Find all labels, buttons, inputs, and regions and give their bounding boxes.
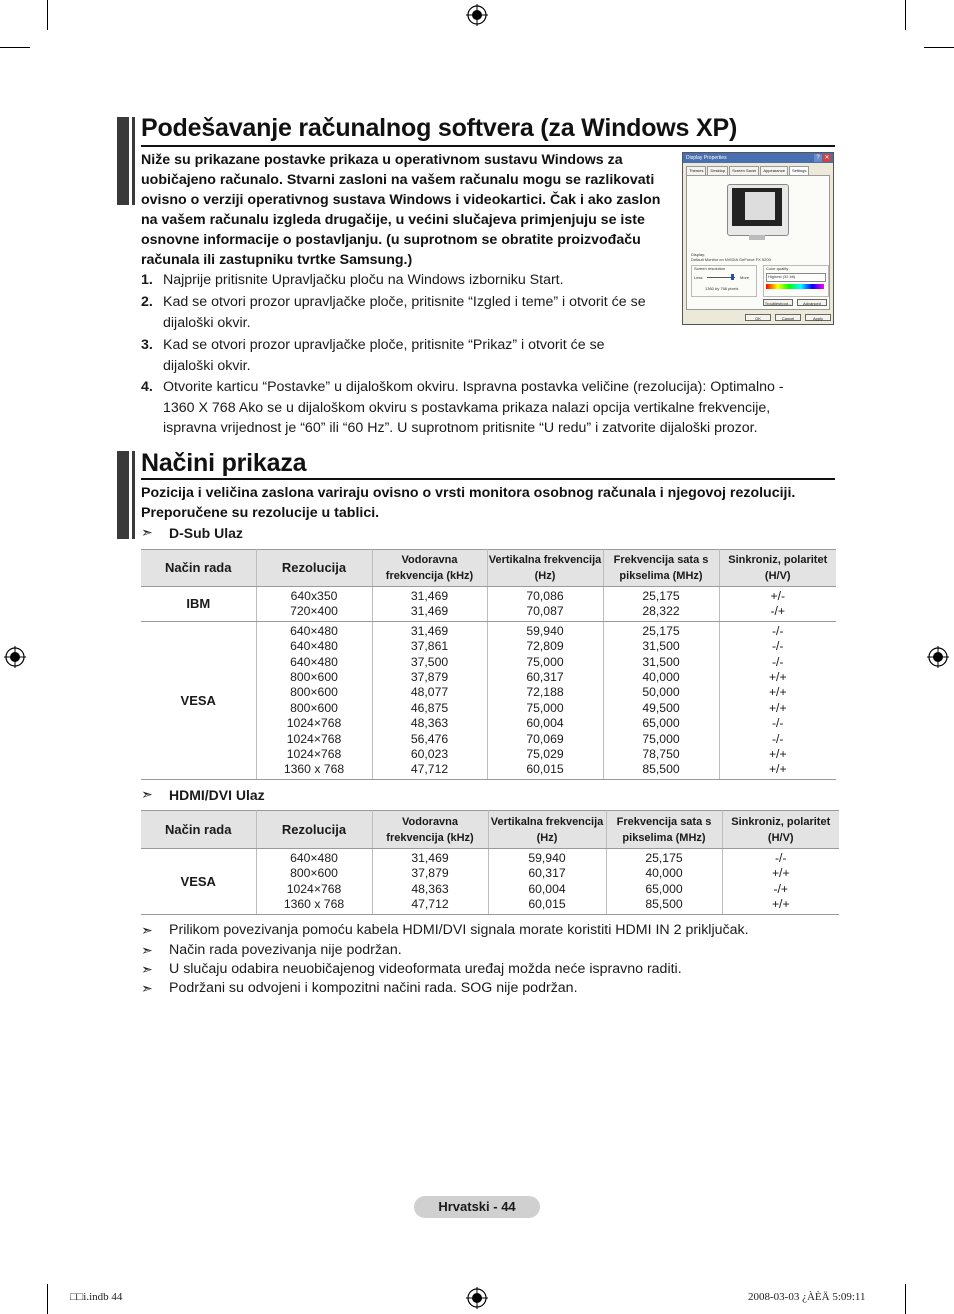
data-cell bbox=[487, 587, 603, 622]
cell-value: -/- bbox=[771, 716, 784, 731]
cell-value: 640×480 bbox=[290, 654, 338, 669]
step-text: Otvorite karticu “Postavke” u dijaloškom okviru. Ispravna postavka veličine (rezolucija): Optimalno - 1360 X 768 Ako se u dijaloškom okviru s postavkama prikaza nalazi opcija vertikalne frekvencije, ispravna vrijednost je “60” ili “60 Hz”. U suprotnom pritisnite “U redu” i zatvorite dijaloški prozor. bbox=[163, 379, 784, 436]
hdmi-table bbox=[141, 810, 839, 915]
cell-value: 65,000 bbox=[642, 716, 680, 731]
table-row bbox=[141, 849, 839, 915]
cell-value: -/- bbox=[771, 654, 784, 669]
cell-value: 640×480 bbox=[290, 851, 338, 865]
cell-value: 70,069 bbox=[526, 731, 564, 746]
column-header: Frekvencija sata s pikselima (MHz) bbox=[603, 550, 719, 587]
cell-value: 40,000 bbox=[645, 866, 683, 881]
cell-value: 59,940 bbox=[528, 851, 566, 865]
cell-value: -/- bbox=[771, 731, 784, 746]
crop-mark bbox=[924, 47, 954, 48]
step-item bbox=[141, 270, 671, 291]
registration-mark-icon bbox=[927, 646, 949, 668]
tab-settings: Settings bbox=[789, 166, 809, 176]
cell-value: 75,029 bbox=[526, 747, 564, 762]
step-item bbox=[141, 335, 671, 377]
monitor-stand bbox=[749, 235, 765, 240]
cell-value: 31,469 bbox=[410, 623, 449, 638]
arrow-icon: ➣ bbox=[141, 942, 153, 958]
cell-value: 75,000 bbox=[526, 700, 564, 715]
step-item bbox=[141, 377, 821, 439]
column-header: Rezolucija bbox=[256, 811, 372, 849]
data-cell bbox=[603, 621, 719, 779]
more-label: More bbox=[740, 275, 750, 280]
section-bar bbox=[117, 451, 129, 539]
cell-value: 1024×768 bbox=[286, 747, 342, 762]
registration-mark-icon bbox=[4, 646, 26, 668]
registration-mark-icon bbox=[466, 4, 488, 26]
registration-mark-icon bbox=[466, 1287, 488, 1309]
cell-value: 47,712 bbox=[411, 897, 449, 912]
cell-value: 40,000 bbox=[642, 670, 680, 685]
table-row bbox=[141, 621, 836, 779]
section-rule bbox=[141, 145, 835, 147]
cell-value: 47,712 bbox=[410, 762, 449, 777]
dialog-title: Display Properties bbox=[683, 153, 833, 163]
display-value: Default Monitor on NVIDIA GeForce FX 5200 bbox=[691, 257, 771, 262]
crop-mark bbox=[905, 0, 906, 30]
troubleshoot-button: Troubleshoot... bbox=[764, 301, 792, 306]
cell-value: 59,940 bbox=[526, 623, 564, 638]
cell-value: 31,469 bbox=[411, 851, 449, 865]
cell-value: 48,077 bbox=[410, 685, 449, 700]
arrow-icon: ➣ bbox=[141, 786, 153, 802]
cell-value: 31,469 bbox=[410, 589, 449, 603]
tab-screen-saver: Screen Saver bbox=[729, 166, 759, 176]
column-header: Način rada bbox=[141, 550, 256, 587]
cell-value: 37,500 bbox=[410, 654, 449, 669]
slider-thumb bbox=[731, 274, 734, 280]
cell-value: 31,469 bbox=[410, 604, 449, 619]
column-header: Frekvencija sata s pikselima (MHz) bbox=[606, 811, 722, 849]
cell-value: 72,188 bbox=[526, 685, 564, 700]
cell-value: 25,175 bbox=[642, 623, 680, 638]
dialog-body bbox=[686, 175, 830, 310]
step-number: 1. bbox=[141, 272, 153, 288]
cell-value: 25,175 bbox=[645, 851, 683, 865]
cell-value: -/+ bbox=[773, 881, 789, 896]
arrow-icon: ➣ bbox=[141, 524, 153, 540]
section-bar bbox=[117, 117, 129, 205]
close-icon: ✕ bbox=[824, 155, 830, 161]
cell-value: 1024×768 bbox=[286, 881, 342, 896]
cell-value: 800×600 bbox=[290, 866, 338, 881]
cell-value: 72,809 bbox=[526, 639, 564, 654]
cell-value: 46,875 bbox=[410, 700, 449, 715]
arrow-icon: ➣ bbox=[141, 961, 153, 977]
print-slug-right: 2008-03-03 ¿ÀÈÄ 5:09:11 bbox=[748, 1291, 866, 1303]
section-intro: Niže su prikazane postavke prikaza u operativnom sustavu Windows za uobičajeno računalo. Stvarni zasloni na vašem računalu mogu se razlikovati ovisno o verziji operativnog sustava Windows i videokartici. Čak i ako zaslon na vašem računalu izgleda drugačije, u većini slučajeva primjenjuju se iste osnovne informacije o postavljanju. (u suprotnom se obratite proizvođaču računala ili zastupniku tvrtke Samsung.) bbox=[141, 152, 661, 268]
dsub-label: D-Sub Ulaz bbox=[169, 525, 243, 541]
cell-value: +/+ bbox=[771, 866, 790, 881]
cell-value: 37,879 bbox=[410, 670, 449, 685]
cell-value: 37,879 bbox=[411, 866, 449, 881]
cell-value: +/+ bbox=[768, 700, 787, 715]
cell-value: 50,000 bbox=[642, 685, 680, 700]
section-intro: Pozicija i veličina zaslona variraju ovisno o vrsti monitora osobnog računala i njegovoj rezoluciji. Preporučene su rezolucije u tablici. bbox=[141, 485, 796, 521]
column-header: Sinkroniz, polaritet (H/V) bbox=[719, 550, 836, 587]
cell-value: 78,750 bbox=[642, 747, 680, 762]
cell-value: -/- bbox=[771, 623, 784, 638]
cell-value: 75,000 bbox=[526, 654, 564, 669]
note-text: Prilikom povezivanja pomoću kabela HDMI/DVI signala morate koristiti HDMI IN 2 priključak. bbox=[169, 922, 749, 938]
apply-button: Apply bbox=[805, 314, 831, 321]
cell-value: 1360 x 768 bbox=[283, 897, 345, 912]
section-bar bbox=[132, 117, 135, 205]
cell-value: 60,023 bbox=[410, 747, 449, 762]
step-text: Kad se otvori prozor upravljačke ploče, pritisnite “Prikaz” i otvorit će se dijaloški okvir. bbox=[163, 337, 605, 374]
note-text: Način rada povezivanja nije podržan. bbox=[169, 942, 402, 958]
cell-value: 65,000 bbox=[645, 881, 683, 896]
dialog-tabs bbox=[686, 166, 830, 175]
crop-mark bbox=[47, 0, 48, 30]
help-icon: ? bbox=[814, 154, 822, 162]
cell-value: 640×480 bbox=[290, 639, 338, 654]
dsub-table-body bbox=[141, 587, 836, 780]
resolution-value: 1360 by 768 pixels bbox=[705, 286, 739, 291]
cell-value: 37,861 bbox=[410, 639, 449, 654]
data-cell bbox=[722, 849, 839, 915]
cell-value: 800×600 bbox=[290, 685, 338, 700]
column-header: Način rada bbox=[141, 811, 256, 849]
cell-value: 48,363 bbox=[411, 881, 449, 896]
column-header: Vodoravna frekvencija (kHz) bbox=[372, 811, 488, 849]
cell-value: 800×600 bbox=[290, 670, 338, 685]
cell-value: 31,500 bbox=[642, 654, 680, 669]
cell-value: 25,175 bbox=[642, 589, 680, 603]
hdmi-label: HDMI/DVI Ulaz bbox=[169, 787, 265, 803]
step-item bbox=[141, 292, 671, 334]
color-bar bbox=[766, 284, 824, 289]
cell-value: -/- bbox=[774, 851, 787, 865]
cancel-button: Cancel bbox=[775, 314, 801, 321]
cell-value: 1360 x 768 bbox=[283, 762, 345, 777]
tab-themes: Themes bbox=[686, 166, 706, 176]
step-number: 3. bbox=[141, 337, 153, 353]
mode-cell: VESA bbox=[141, 849, 256, 915]
data-cell bbox=[603, 587, 719, 622]
cell-value: 640x350 bbox=[290, 589, 338, 603]
cell-value: 60,317 bbox=[526, 670, 564, 685]
cell-value: 70,087 bbox=[526, 604, 564, 619]
cell-value: -/+ bbox=[770, 604, 786, 619]
arrow-icon: ➣ bbox=[141, 922, 153, 938]
tab-appearance: Appearance bbox=[760, 166, 788, 176]
column-header: Vertikalna frekvencija (Hz) bbox=[488, 811, 606, 849]
cell-value: 60,015 bbox=[526, 762, 564, 777]
cell-value: 85,500 bbox=[642, 762, 680, 777]
mode-cell: VESA bbox=[141, 621, 256, 779]
page-number-badge: Hrvatski - 44 bbox=[414, 1196, 540, 1218]
section-bar bbox=[132, 451, 135, 539]
data-cell bbox=[487, 621, 603, 779]
display-properties-screenshot bbox=[682, 152, 834, 325]
step-text: Kad se otvori prozor upravljačke ploče, pritisnite “Izgled i teme” i otvorit će se dijaloški okvir. bbox=[163, 294, 646, 331]
hdmi-table-body bbox=[141, 849, 839, 915]
step-number: 4. bbox=[141, 379, 153, 395]
cell-value: 85,500 bbox=[645, 897, 683, 912]
cell-value: -/- bbox=[771, 639, 784, 654]
cell-value: 60,317 bbox=[528, 866, 566, 881]
cell-value: +/- bbox=[770, 589, 786, 603]
less-label: Less bbox=[694, 275, 703, 280]
cell-value: +/+ bbox=[768, 762, 787, 777]
data-cell bbox=[372, 849, 488, 915]
section-rule bbox=[141, 478, 835, 480]
column-header: Sinkroniz, polaritet (H/V) bbox=[722, 811, 839, 849]
column-header: Vodoravna frekvencija (kHz) bbox=[372, 550, 487, 587]
step-text: Najprije pritisnite Upravljačku ploču na Windows izborniku Start. bbox=[163, 272, 564, 288]
crop-mark bbox=[47, 1284, 48, 1314]
cell-value: +/+ bbox=[771, 897, 790, 912]
arrow-icon: ➣ bbox=[141, 980, 153, 996]
tab-desktop: Desktop bbox=[707, 166, 728, 176]
dsub-table bbox=[141, 549, 836, 780]
ok-button: OK bbox=[745, 314, 771, 321]
section-title: Podešavanje računalnog softvera (za Windows XP) bbox=[141, 114, 738, 142]
cell-value: +/+ bbox=[768, 747, 787, 762]
data-cell bbox=[256, 621, 372, 779]
cell-value: 800×600 bbox=[290, 700, 338, 715]
cell-value: 1024×768 bbox=[286, 731, 342, 746]
data-cell bbox=[719, 621, 836, 779]
crop-mark bbox=[0, 47, 30, 48]
cell-value: 49,500 bbox=[642, 700, 680, 715]
cell-value: 56,476 bbox=[410, 731, 449, 746]
cell-value: 720×400 bbox=[290, 604, 338, 619]
cell-value: 1024×768 bbox=[286, 716, 342, 731]
step-number: 2. bbox=[141, 294, 153, 310]
note-text: U slučaju odabira neuobičajenog videoformata uređaj možda neće ispravno raditi. bbox=[169, 961, 682, 977]
monitor-window bbox=[745, 192, 775, 220]
data-cell bbox=[488, 849, 606, 915]
cell-value: 28,322 bbox=[642, 604, 680, 619]
data-cell bbox=[606, 849, 722, 915]
advanced-button: Advanced bbox=[797, 299, 827, 306]
cell-value: 75,000 bbox=[642, 731, 680, 746]
cell-value: 60,004 bbox=[528, 881, 566, 896]
cell-value: +/+ bbox=[768, 685, 787, 700]
cell-value: 70,086 bbox=[526, 589, 564, 603]
cell-value: 31,500 bbox=[642, 639, 680, 654]
data-cell bbox=[719, 587, 836, 622]
data-cell bbox=[372, 587, 487, 622]
data-cell bbox=[256, 849, 372, 915]
color-label: Color quality bbox=[766, 266, 789, 271]
print-slug-left: □□i.indb 44 bbox=[70, 1291, 123, 1303]
column-header: Rezolucija bbox=[256, 550, 372, 587]
cell-value: 48,363 bbox=[410, 716, 449, 731]
crop-mark bbox=[905, 1284, 906, 1314]
cell-value: 640×480 bbox=[290, 623, 338, 638]
column-header: Vertikalna frekvencija (Hz) bbox=[487, 550, 603, 587]
section-title: Načini prikaza bbox=[141, 449, 307, 477]
data-cell bbox=[372, 621, 487, 779]
note-text: Podržani su odvojeni i kompozitni načini rada. SOG nije podržan. bbox=[169, 980, 578, 996]
table-row bbox=[141, 587, 836, 622]
cell-value: +/+ bbox=[768, 670, 787, 685]
cell-value: 60,004 bbox=[526, 716, 564, 731]
resolution-label: Screen resolution bbox=[694, 266, 726, 271]
mode-cell: IBM bbox=[141, 587, 256, 622]
cell-value: 60,015 bbox=[528, 897, 566, 912]
display-label: Display: bbox=[691, 252, 706, 257]
color-value: Highest (32 bit) bbox=[768, 274, 796, 279]
data-cell bbox=[256, 587, 372, 622]
